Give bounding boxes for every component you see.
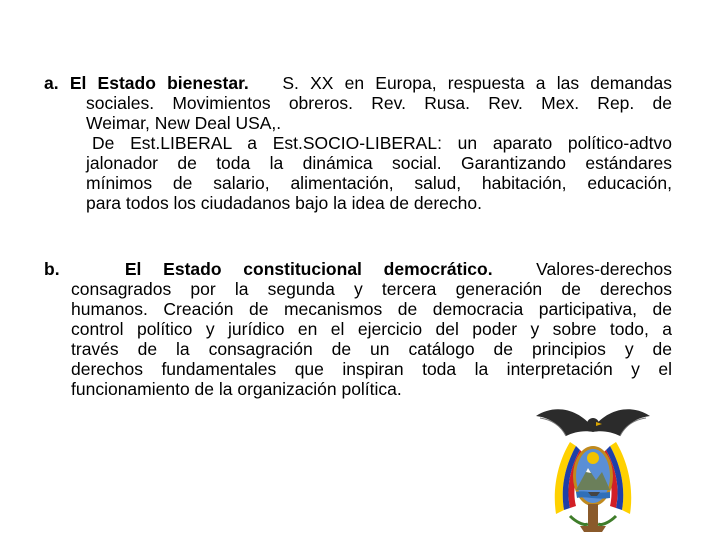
item-a-paragraph2-line-2: jalonador de toda la dinámica social. Garantizando estándares: [86, 153, 672, 173]
list-item-a: [44, 73, 672, 213]
item-a-paragraph2-line-4: para todos los ciudadanos bajo la idea de derecho.: [86, 193, 482, 213]
item-a-heading: El Estado bienestar.: [69, 73, 249, 93]
item-b-line-1-text: Valores-derechos: [536, 259, 673, 279]
coat-of-arms-icon: [530, 402, 656, 534]
item-b-line-2: consagrados por la segunda y tercera generación de derechos: [71, 279, 672, 299]
list-item-b: [44, 259, 672, 399]
item-b-line-1: [44, 259, 672, 279]
item-a-paragraph2-line-1: De Est.LIBERAL a Est.SOCIO-LIBERAL: un aparato político-adtvo: [92, 133, 672, 153]
item-b-line-5: través de la consagración de un catálogo de principios y de: [71, 339, 672, 359]
item-b-heading: El Estado constitucional democrático.: [124, 259, 493, 279]
item-a-marker: a.: [44, 73, 59, 93]
item-a-line-3: Weimar, New Deal USA,.: [86, 113, 282, 133]
item-b-marker: b.: [44, 259, 60, 279]
item-b-line-4: control político y jurídico en el ejercicio del poder y sobre todo, a: [71, 319, 672, 339]
item-b-line-3: humanos. Creación de mecanismos de democracia participativa, de: [71, 299, 672, 319]
item-b-line-6: derechos fundamentales que inspiran toda la interpretación y el: [71, 359, 672, 379]
item-a-line-1: [44, 73, 672, 93]
item-a-line-2: sociales. Movimientos obreros. Rev. Rusa. Rev. Mex. Rep. de: [86, 93, 672, 113]
item-a-line-1-text: S. XX en Europa, respuesta a las demandas: [282, 73, 672, 93]
item-a-paragraph2-line-3: mínimos de salario, alimentación, salud, habitación, educación,: [86, 173, 672, 193]
item-b-line-7: funcionamiento de la organización política.: [71, 379, 402, 399]
